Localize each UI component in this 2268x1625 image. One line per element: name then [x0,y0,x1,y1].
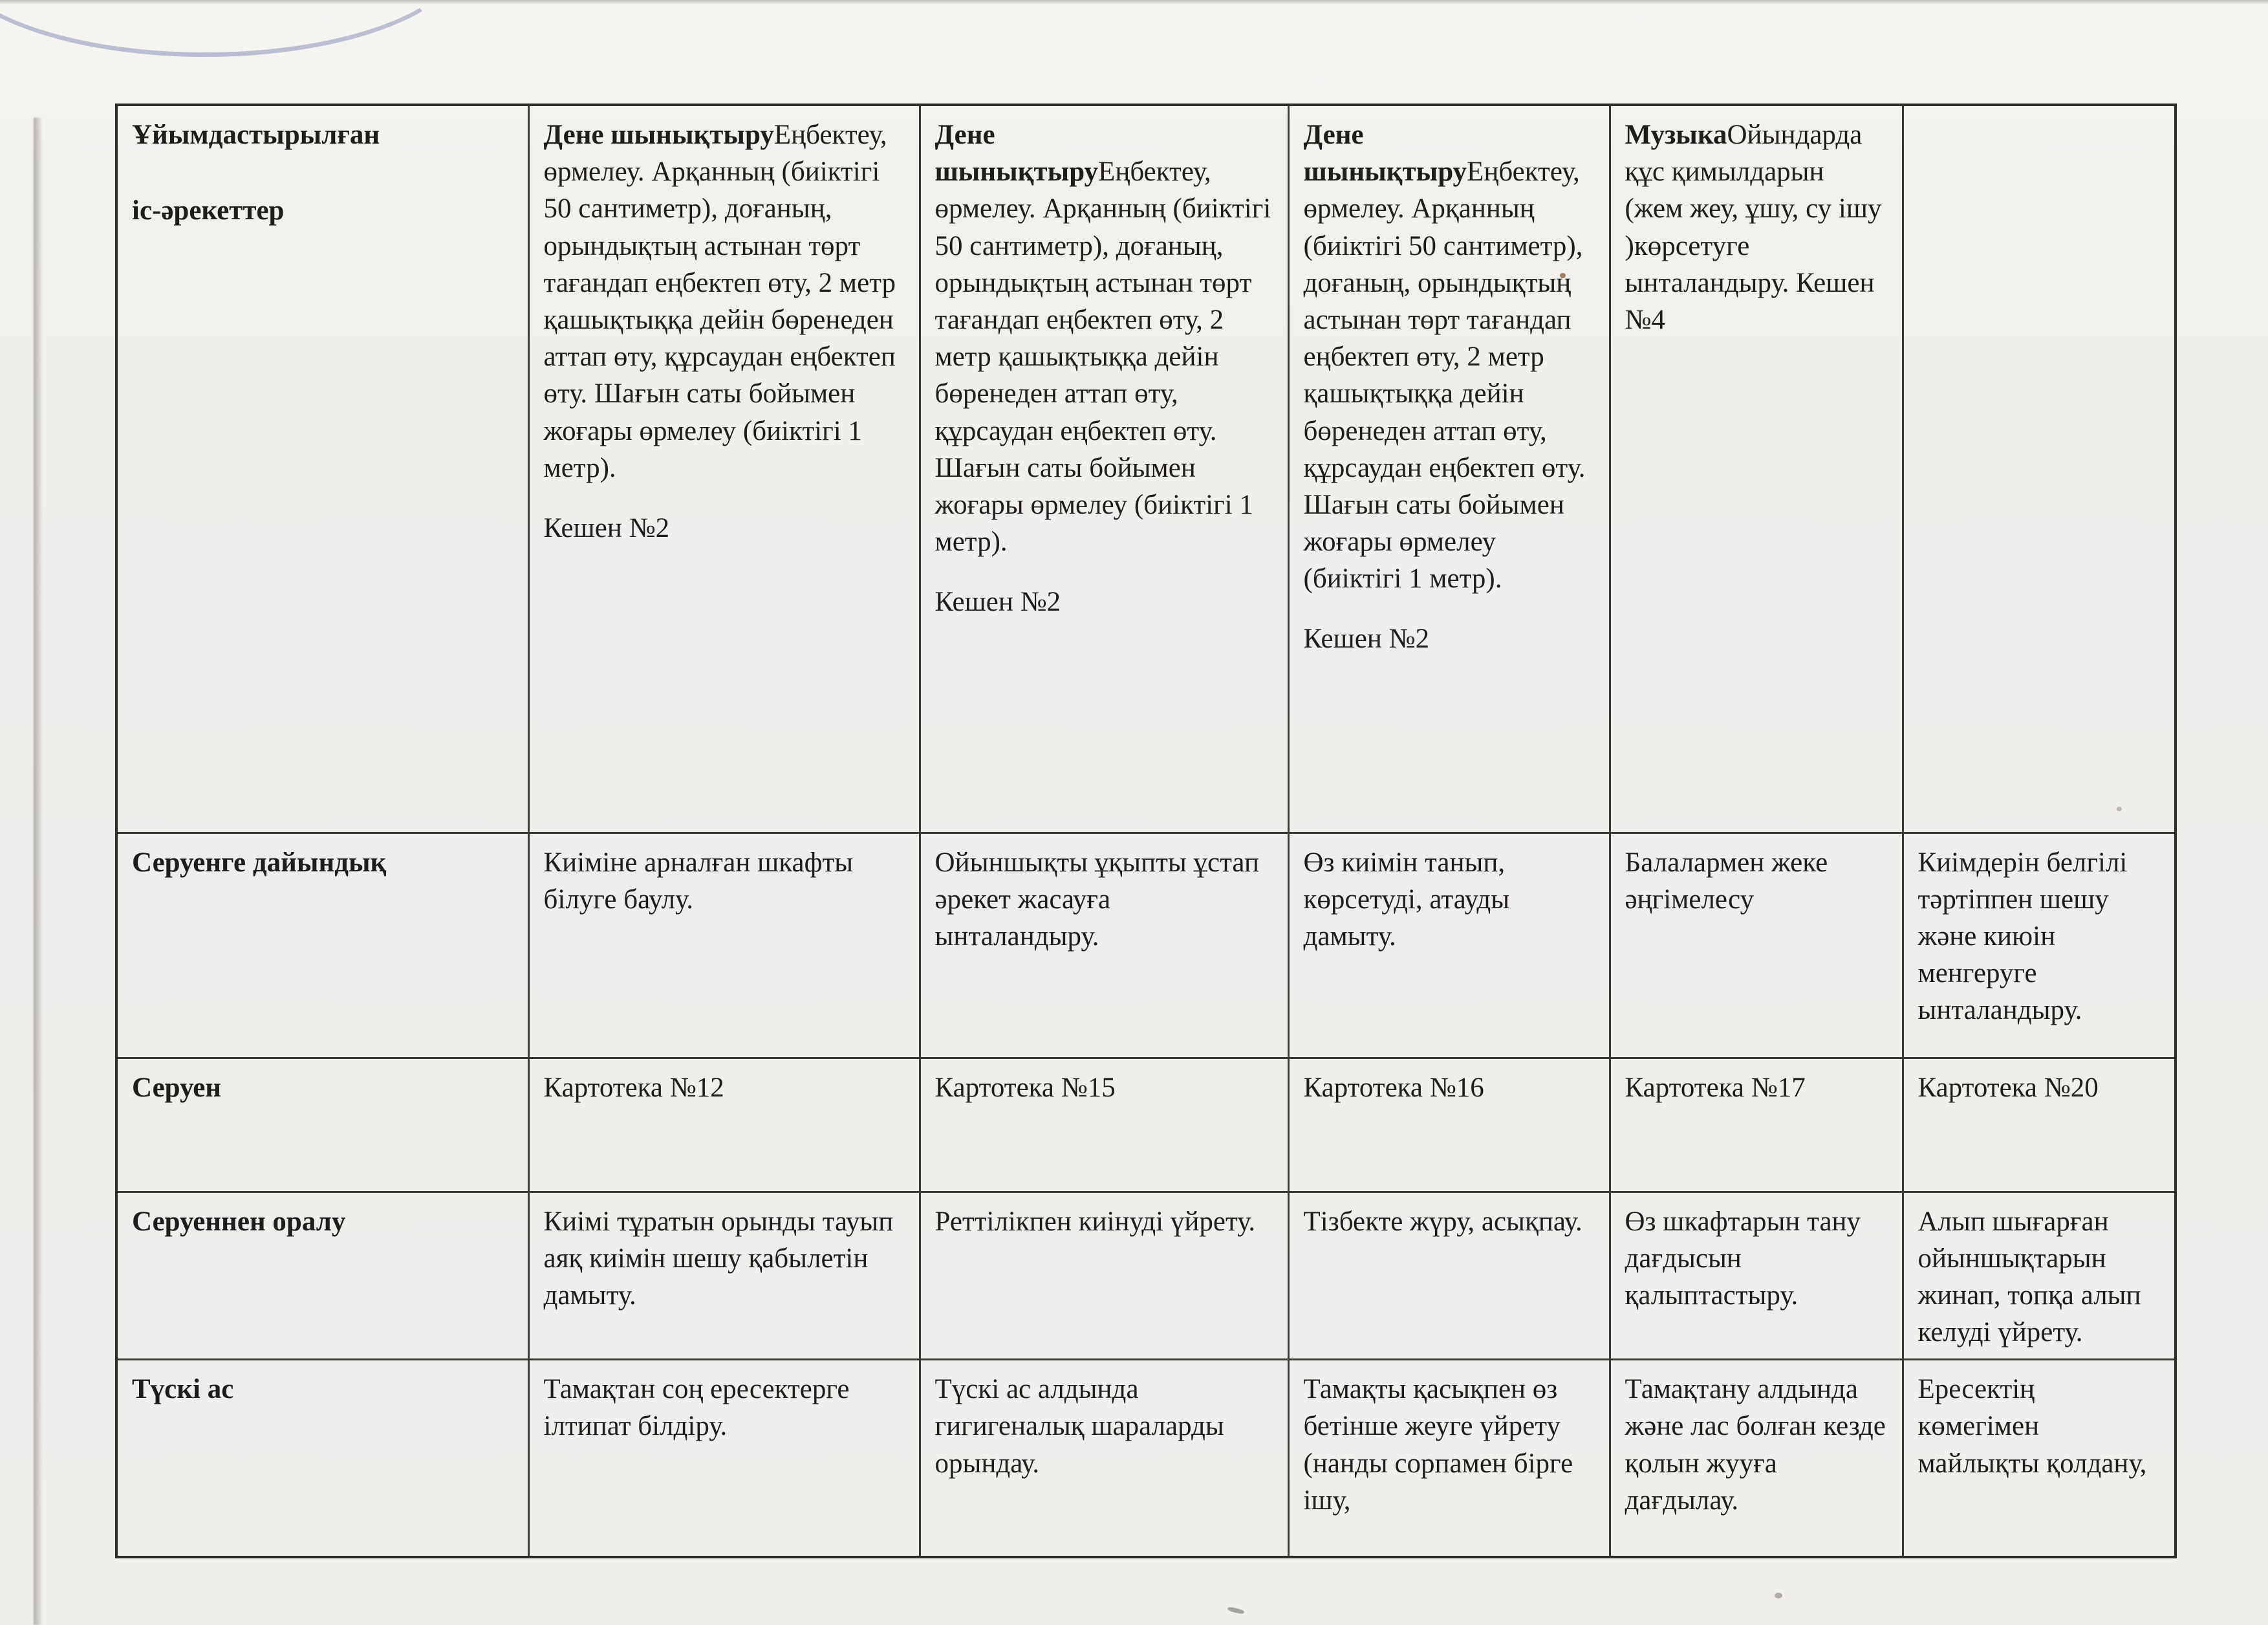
table-cell [528,105,920,833]
row-lunch [116,1360,2176,1557]
cell-body-text: Түскі ас алдында гигигеналық шараларды орындау. [934,1374,1224,1479]
table-cell [1288,105,1610,833]
table-cell [1610,1058,1903,1192]
row-label-line: Серуеннен оралу [132,1206,346,1237]
cell-body-text: Еңбектеу, өрмелеу. Арқанның (биіктігі 50 сантиметр), доғаның, орындықтың астынан төрт тағандап еңбектеп өту, 2 метр қашықтыққа дейін бөренеден аттап өту, құрсаудан еңбектеп өту. Шағын саты бойымен жоғары өрмелеу (биіктігі 1 метр). [1303,157,1586,594]
cell-body-text: Өз киімін танып, көрсетуді, атауды дамыту. [1303,847,1510,952]
row-label [116,1192,528,1360]
cell-body-text: Тамақтан соң ересектерге ілтипат білдіру. [543,1374,850,1442]
row-organized-activities [116,105,2176,833]
cell-body-text: Реттілікпен киінуді үйрету. [934,1206,1256,1237]
scan-edge-shadow [34,118,43,1625]
table-cell [920,1192,1288,1360]
cell-body-text: Ойыншықты ұқыпты ұстап әрекет жасауға ынталандыру. [934,847,1259,952]
daily-schedule-table [115,104,2177,1558]
cell-body-text: Картотека №17 [1625,1072,1806,1103]
table-cell [1288,1058,1610,1192]
table-cell [920,1058,1288,1192]
cell-body-text: Тізбекте жүру, асықпау. [1303,1206,1582,1237]
cell-body-text: Киімі тұратын орынды тауып аяқ киімін шешу қабылетін дамыту. [543,1206,894,1311]
scan-speck [1775,1593,1782,1598]
cell-bold-heading: Дене шынықтыру [934,120,1099,188]
cell-footer-text: Кешен №2 [1303,624,1430,655]
cell-body-text: Тамақты қасықпен өз бетінше жеуге үйрету (нанды сорпамен бірге ішу, [1303,1374,1573,1516]
cell-bold-heading: Музыка [1625,120,1727,150]
cell-body-text: Картотека №15 [934,1072,1116,1103]
cell-footer-text: Кешен №2 [934,587,1061,618]
table-cell [528,833,920,1058]
row-label-line: Ұйымдастырылған [132,120,380,150]
row-walk-preparation [116,833,2176,1058]
table-cell [528,1360,920,1557]
cell-bold-heading: Дене шынықтыру [543,120,774,150]
cell-body-text: Киіміне арналған шкафты білуге баулу. [543,847,854,915]
row-label-line: Түскі ас [132,1374,234,1405]
table-cell [1903,1360,2176,1557]
table-cell [920,105,1288,833]
row-label-line: іс-әрекеттер [132,195,285,226]
cell-body-text: Өз шкафтарын тану дағдысын қалыптастыру. [1625,1206,1861,1311]
table-cell [1903,1058,2176,1192]
cell-body-text: Алып шығарған ойыншықтарын жинап, топқа алып келуді үйрету. [1917,1206,2141,1348]
row-label [116,1058,528,1192]
table-cell [1610,1360,1903,1557]
row-label-line: Серуенге дайындық [132,847,387,878]
cell-body-text: Тамақтану алдында және лас болған кезде қолын жууға дағдылау. [1625,1374,1886,1516]
cell-body-text: Балалармен жеке әңгімелесу [1625,847,1828,915]
cell-footer-text: Кешен №2 [543,512,670,543]
table-cell [1288,833,1610,1058]
scan-top-edge [0,0,2268,5]
row-return-from-walk [116,1192,2176,1360]
table-cell [1610,105,1903,833]
table-cell [920,1360,1288,1557]
row-walk [116,1058,2176,1192]
table-cell [920,833,1288,1058]
table-cell [528,1192,920,1360]
row-label-line: Серуен [132,1072,222,1103]
cell-body-text: Ойындарда құс қимылдарын (жем жеу, ұшу, су ішу )көрсетуге ынталандыру. Кешен №4 [1625,120,1882,335]
cell-body-text: Ересектің көмегімен майлықты қолдану, [1917,1374,2147,1479]
cell-body-text: Еңбектеу, өрмелеу. Арқанның (биіктігі 50 сантиметр), доғаның, орындықтың астынан төрт тағандап еңбектеп өту, 2 метр қашықтыққа дейін бөренеден аттап өту, құрсаудан еңбектеп өту. Шағын саты бойымен жоғары өрмелеу (биіктігі 1 метр). [543,120,896,483]
table-cell [1288,1360,1610,1557]
table-cell [1610,1192,1903,1360]
scan-speck [1227,1606,1245,1615]
table-cell [1610,833,1903,1058]
cell-body-text: Еңбектеу, өрмелеу. Арқанның (биіктігі 50 сантиметр), доғаның, орындықтың астынан төрт тағандап еңбектеп өту, 2 метр қашықтыққа дейін бөренеден аттап өту, құрсаудан еңбектеп өту. Шағын саты бойымен жоғары өрмелеу (биіктігі 1 метр). [934,157,1271,558]
row-label [116,1360,528,1557]
table-cell [1288,1192,1610,1360]
cell-body-text: Картотека №12 [543,1072,724,1103]
table-cell-empty [1903,105,2176,833]
row-label [116,105,528,833]
cell-bold-heading: Дене шынықтыру [1303,120,1467,188]
cell-body-text: Картотека №20 [1917,1072,2099,1103]
table-cell [1903,1192,2176,1360]
table-cell [1903,833,2176,1058]
cell-body-text: Киімдерін белгілі тәртіппен шешу және киюін менгеруге ынталандыру. [1917,847,2128,1026]
row-label [116,833,528,1058]
pen-mark-artifact [0,0,468,57]
table-cell [528,1058,920,1192]
cell-body-text: Картотека №16 [1303,1072,1484,1103]
